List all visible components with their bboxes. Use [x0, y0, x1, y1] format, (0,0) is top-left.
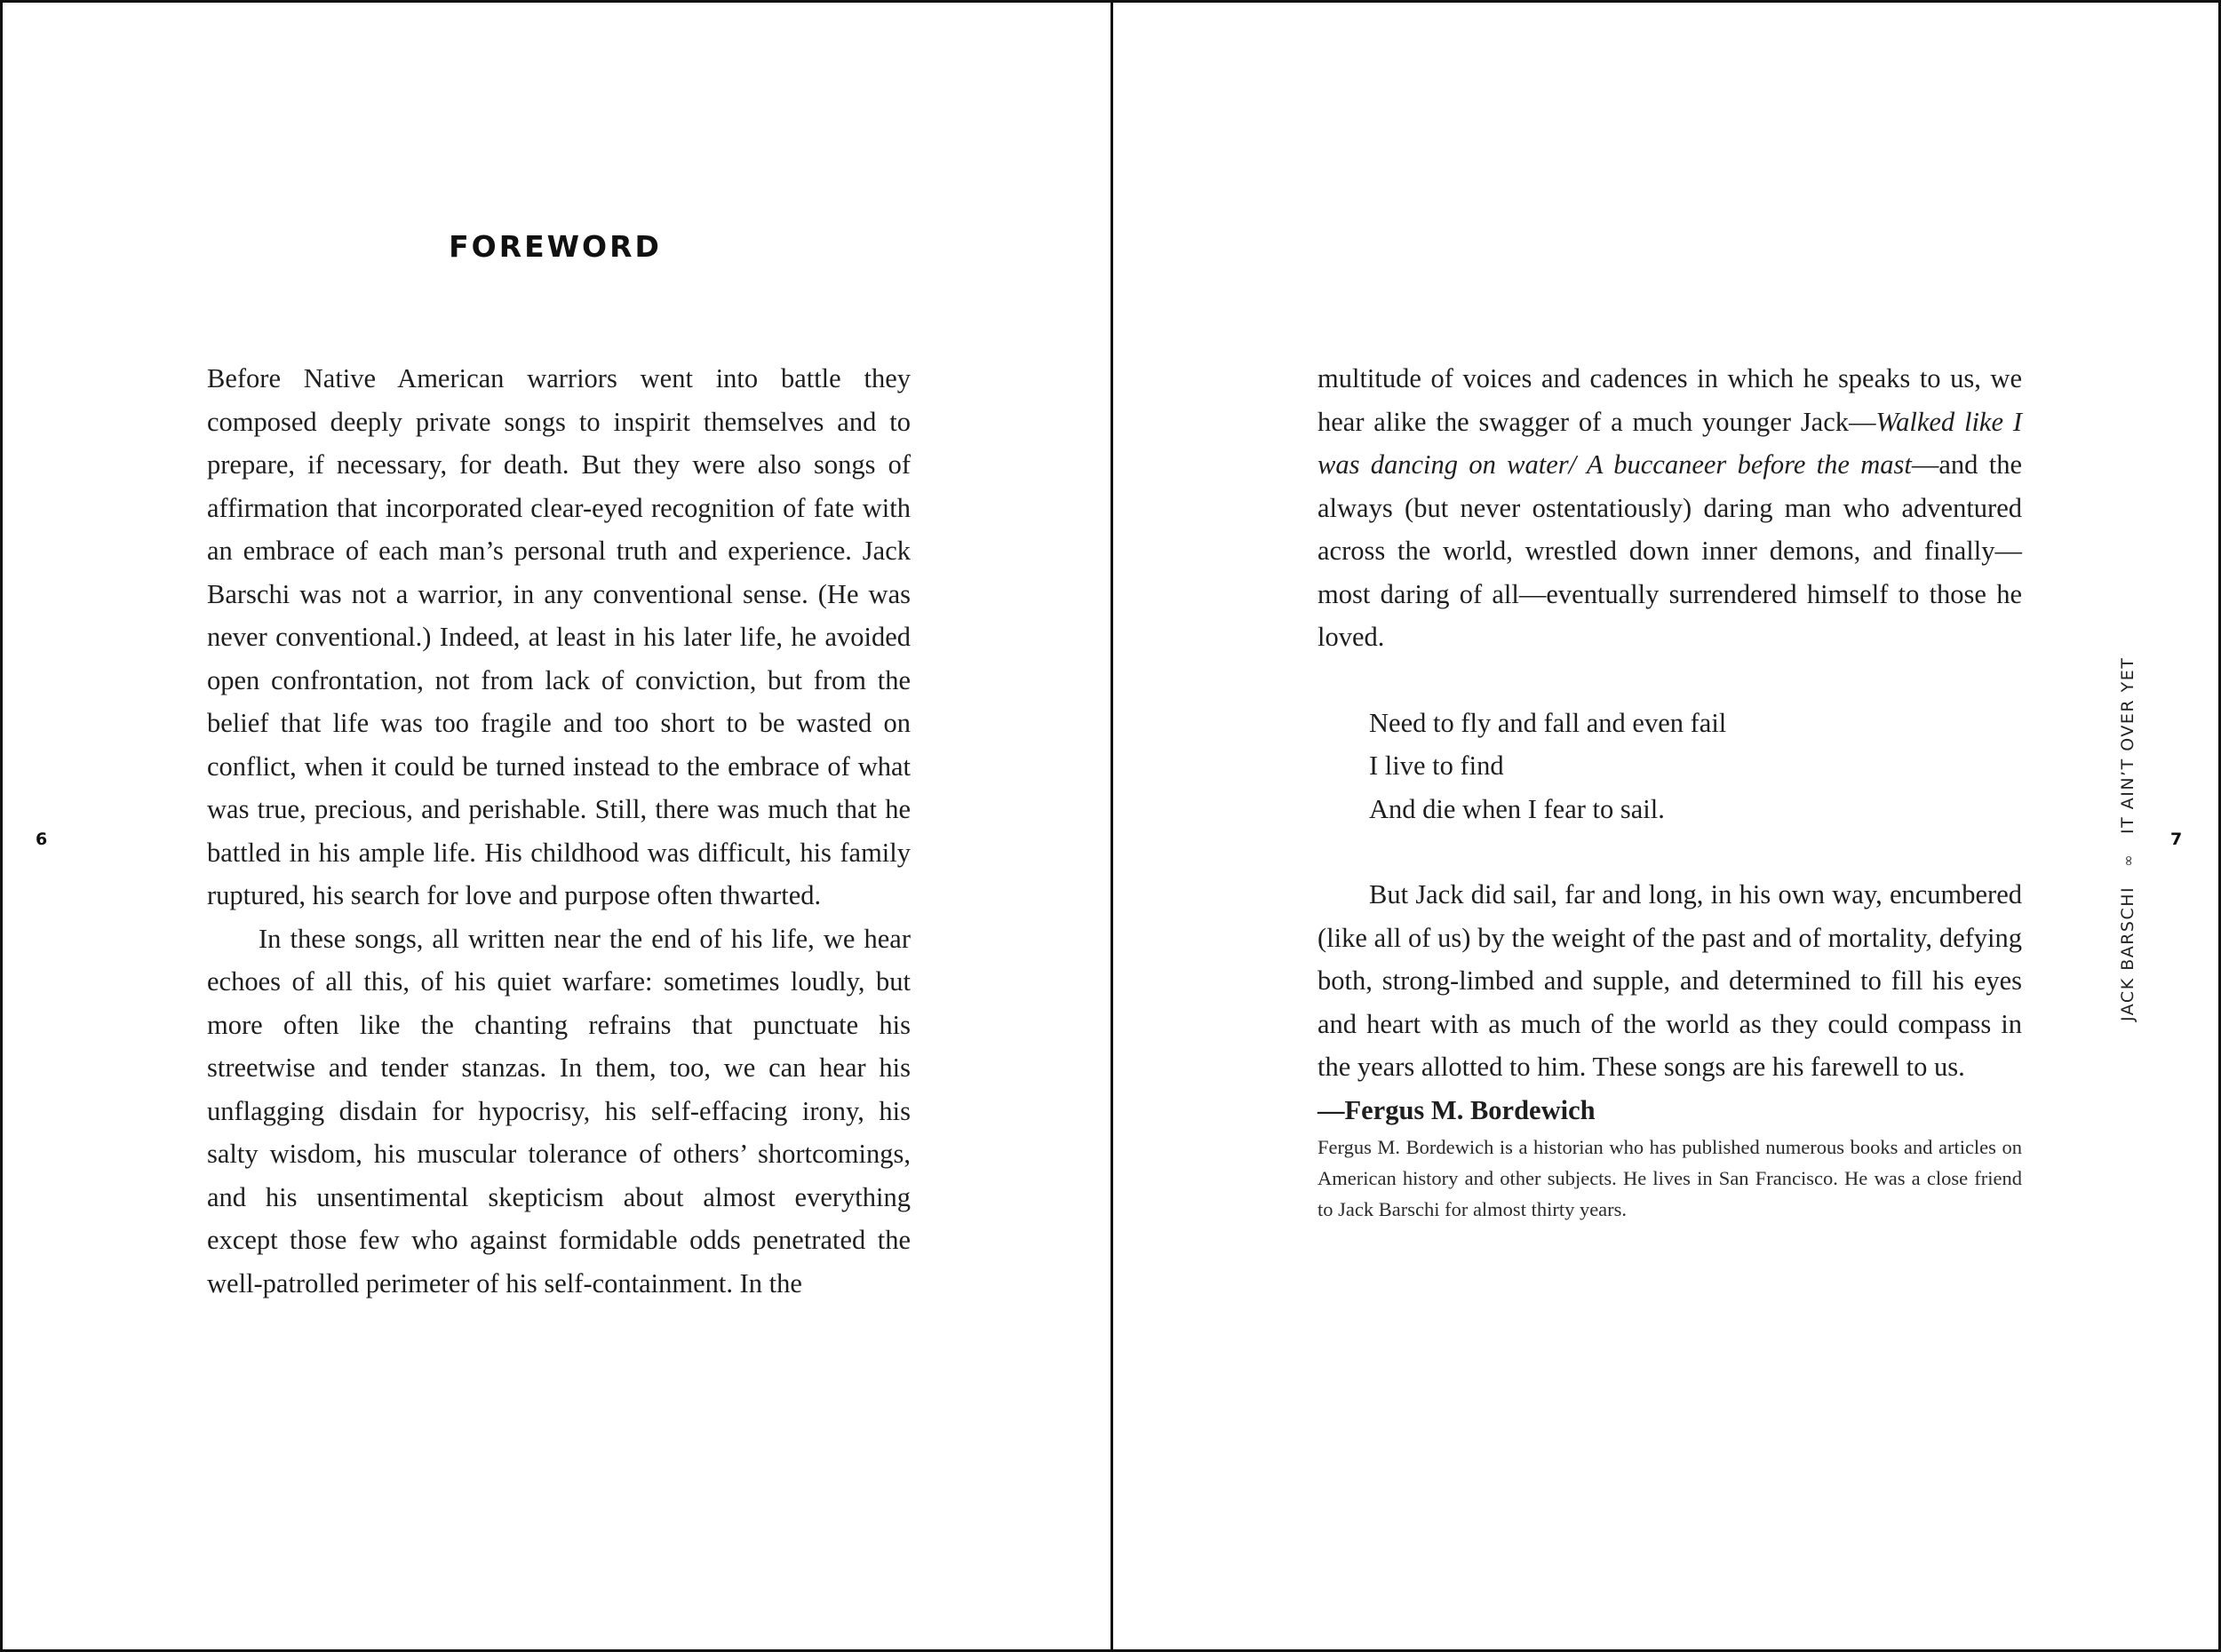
verse-line: I live to find: [1369, 751, 1504, 781]
infinity-separator-icon: ∞: [2119, 854, 2137, 867]
author-signature: —Fergus M. Bordewich: [1317, 1094, 1596, 1125]
paragraph-start-text: multitude of voices and cadences in which he speaks to us, we hear alike the swagger of a much younger Jack—: [1317, 363, 2022, 437]
page-title: FOREWORD: [449, 229, 662, 264]
paragraph-end-text: —and the always (but never ostentatiously) daring man who adventured across the world, wrestled down inner demons, and finally—most daring of all—eventually surrendered himself to those he loved.: [1317, 449, 2022, 652]
verse-block: [1369, 702, 2022, 831]
lyric-quote: Walked like I was dancing on water/ A buccaneer before the mast: [1317, 406, 2022, 480]
running-head-author: JACK BARSCHI: [2118, 886, 2137, 1021]
left-body-text: [207, 357, 911, 1305]
paragraph-continued: [1317, 357, 2022, 659]
author-bio: Fergus M. Bordewich is a historian who has published numerous books and articles on American history and other subjects. He lives in San Francisco. He was a close friend to Jack Barschi for almost thirty years.: [1317, 1136, 2022, 1220]
running-head: [2110, 613, 2145, 1021]
running-head-title: IT AIN’T OVER YET: [2118, 656, 2137, 835]
closing-paragraph: But Jack did sail, far and long, in his own way, encumbered (like all of us) by the weight of the past and of mortality, defying both, strong-limbed and supple, and determined to fill his eyes and heart with as much of the world as they could compass in the years allotted to him. These songs are his farewell to us.: [1317, 879, 2022, 1082]
paragraph-2: In these songs, all written near the end of his life, we hear echoes of all this, of his quiet warfare: sometimes loudly, but more often like the chanting refrains that punctuate his streetwise and tender stanzas. In them, too, we can hear his unflagging disdain for hypocrisy, his self-effacing irony, his salty wisdom, his muscular tolerance of others’ shortcomings, and his unsentimental skepticism about almost everything except those few who against formidable odds penetrated the well-patrolled perimeter of his self-containment. In the: [207, 923, 911, 1299]
paragraph-1: Before Native American warriors went into battle they composed deeply private songs to inspirit themselves and to prepare, if necessary, for death. But they were also songs of affirmation that incorporated clear-eyed recognition of fate with an embrace of each man’s personal truth and experience. Jack Barschi was not a warrior, in any conventional sense. (He was never conventional.) Indeed, at least in his later life, he avoided open confrontation, not from lack of conviction, but from the belief that life was too fragile and too short to be wasted on conflict, when it could be turned instead to the embrace of what was true, precious, and perishable. Still, there was much that he battled in his ample life. His childhood was difficult, his family ruptured, his search for love and purpose often thwarted.: [207, 363, 911, 910]
right-body-text: [1317, 357, 2022, 1225]
verse-line: Need to fly and fall and even fail: [1369, 707, 1727, 738]
verse-line: And die when I fear to sail.: [1369, 793, 1665, 824]
right-page: [1113, 0, 2221, 1652]
page-number-left: 6: [36, 830, 48, 849]
page-number-right: 7: [2170, 830, 2183, 849]
left-page: [0, 0, 1110, 1652]
